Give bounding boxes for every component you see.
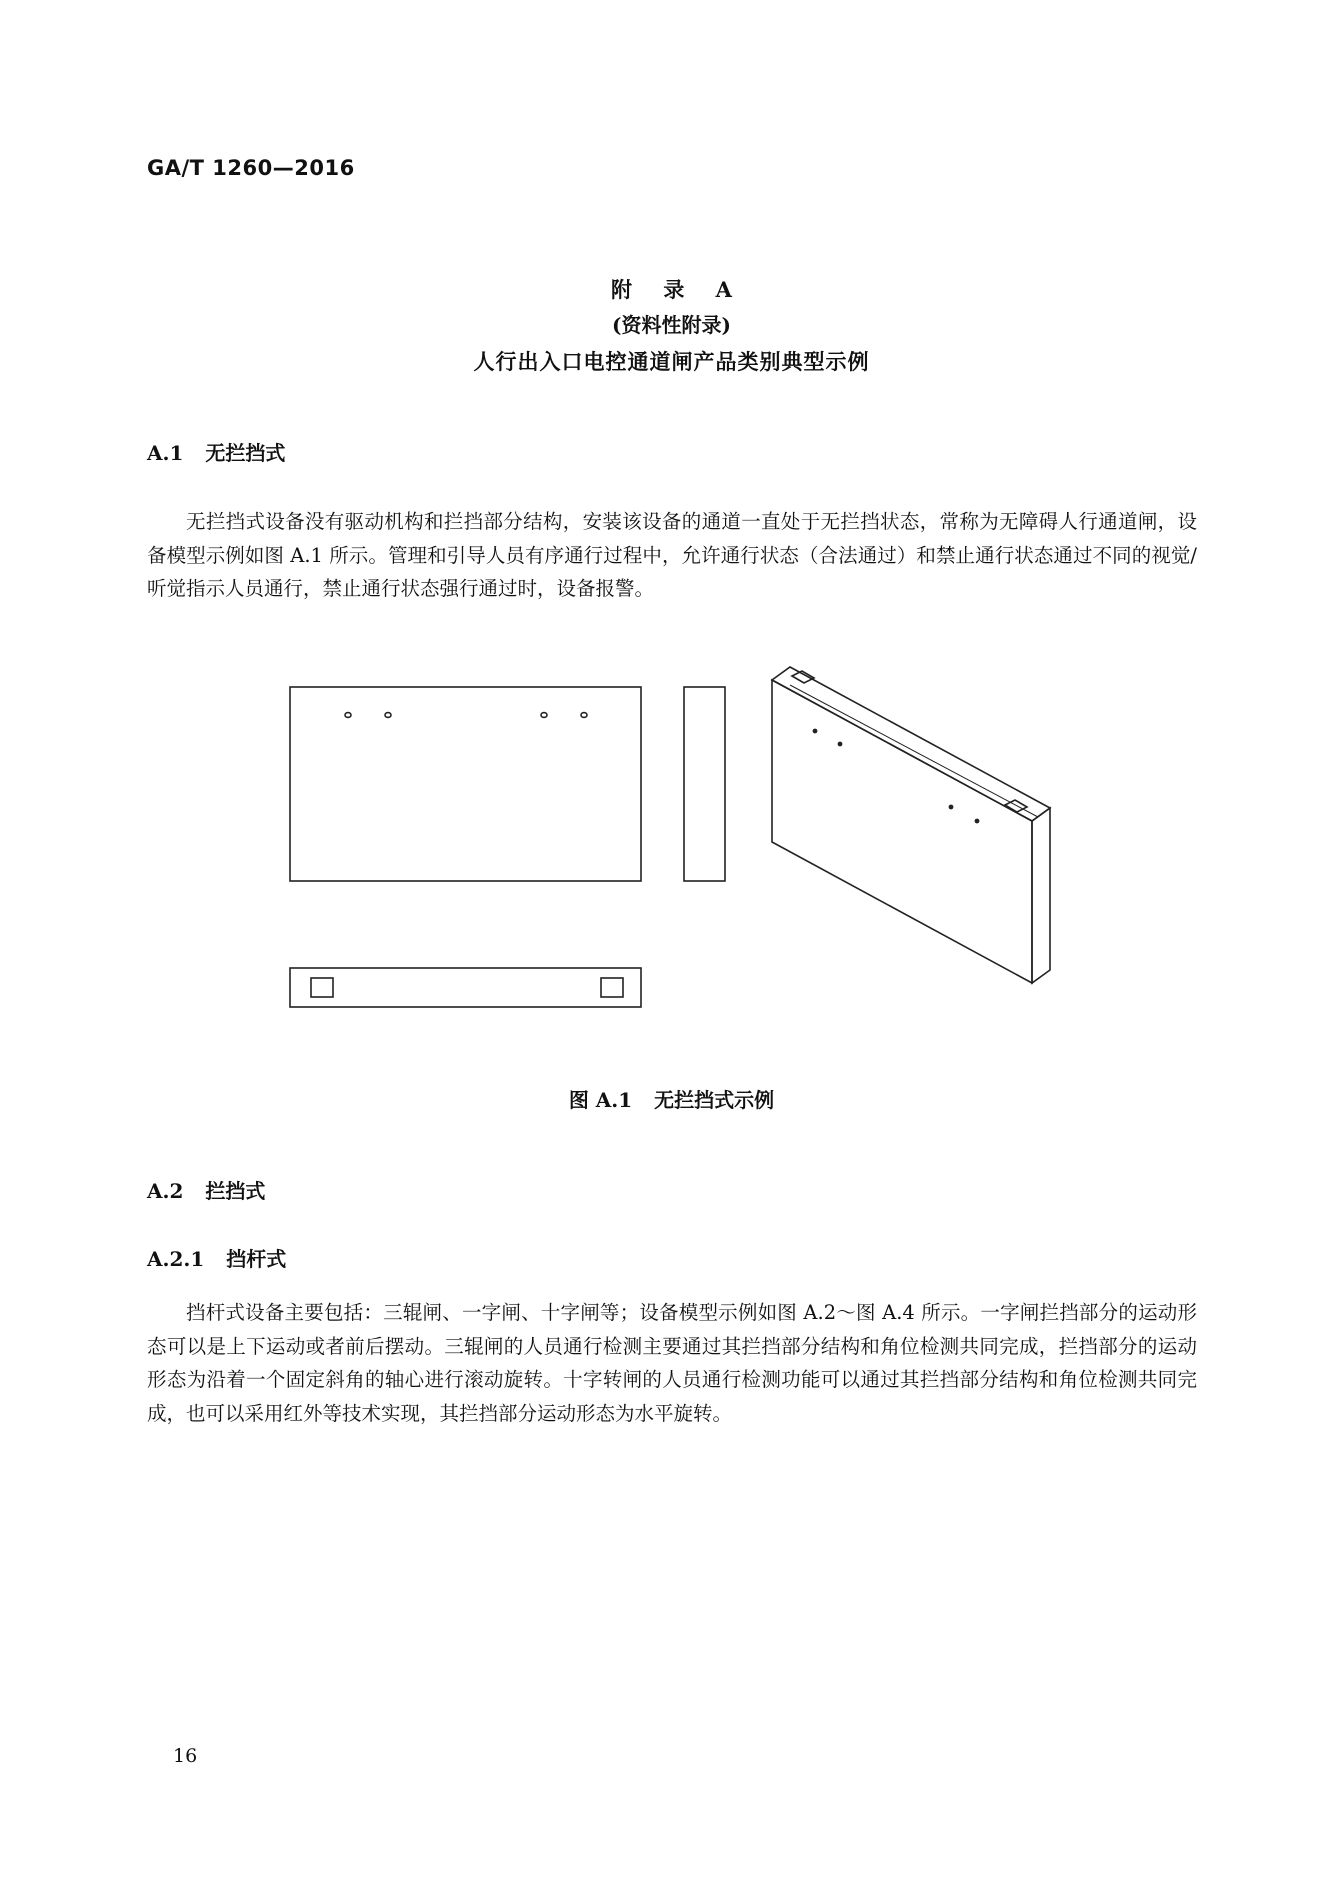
iso-hole — [975, 819, 980, 824]
front-view-panel — [290, 687, 641, 881]
section-a2-number: A.2 — [147, 1179, 184, 1203]
figure-a1-caption-text: 无拦挡式示例 — [654, 1088, 775, 1112]
iso-top-face — [772, 667, 1050, 821]
front-view-hole — [581, 713, 587, 718]
top-view-opening — [311, 978, 333, 997]
top-view-panel — [290, 968, 641, 1007]
front-view-hole — [385, 713, 391, 718]
annex-subtitle: (资料性附录) — [612, 313, 731, 337]
iso-top-opening — [792, 671, 814, 683]
iso-hole — [949, 805, 954, 810]
document-code: GA/T 1260—2016 — [147, 156, 355, 180]
iso-hole — [813, 729, 818, 734]
figure-a1-caption — [0, 1084, 1343, 1113]
section-a21-paragraph: 挡杆式设备主要包括：三辊闸、一字闸、十字闸等；设备模型示例如图 A.2～图 A.4 所示。一字闸拦挡部分的运动形态可以是上下运动或者前后摆动。三辊闸的人员通行检测主要通过其拦挡部分结构和角位检测共同完成，拦挡部分的运动形态为沿着一个固定斜角的轴心进行滚动旋转。十字转闸的人员通行检测功能可以通过其拦挡部分结构和角位检测共同完成，也可以采用红外等技术实现，其拦挡部分运动形态为水平旋转。 — [147, 1301, 1197, 1425]
section-a21-number: A.2.1 — [147, 1247, 205, 1271]
section-a1-paragraph: 无拦挡式设备没有驱动机构和拦挡部分结构，安装该设备的通道一直处于无拦挡状态，常称为无障碍人行通道闸，设备模型示例如图 A.1 所示。管理和引导人员有序通行过程中，允许通行状态（合法通过）和禁止通行状态通过不同的视觉/听觉指示人员通行，禁止通行状态强行通过时，设备报警。 — [147, 510, 1197, 600]
iso-hole — [838, 742, 843, 747]
isometric-view — [772, 667, 1050, 983]
section-a2-title: 拦挡式 — [205, 1179, 266, 1203]
iso-top-opening — [1005, 800, 1027, 812]
iso-front-face — [772, 680, 1032, 983]
section-a21-title: 挡杆式 — [226, 1247, 287, 1271]
figure-a1-number: 图 A.1 — [568, 1088, 633, 1112]
annex-main-title: 人行出入口电控通道闸产品类别典型示例 — [473, 349, 870, 374]
section-a1-heading — [147, 437, 285, 466]
side-view-panel — [684, 687, 725, 881]
section-a1-number: A.1 — [147, 441, 184, 465]
top-view-opening — [601, 978, 623, 997]
section-a21-heading — [147, 1243, 286, 1272]
iso-side-face — [1032, 808, 1050, 983]
front-view-hole — [541, 713, 547, 718]
page-number: 16 — [173, 1745, 198, 1767]
section-a1-title: 无拦挡式 — [205, 441, 286, 465]
figure-a1-drawing — [280, 660, 1060, 1030]
section-a2-heading — [147, 1175, 265, 1204]
front-view-hole — [345, 713, 351, 718]
annex-title: 附 录 A — [611, 277, 744, 302]
